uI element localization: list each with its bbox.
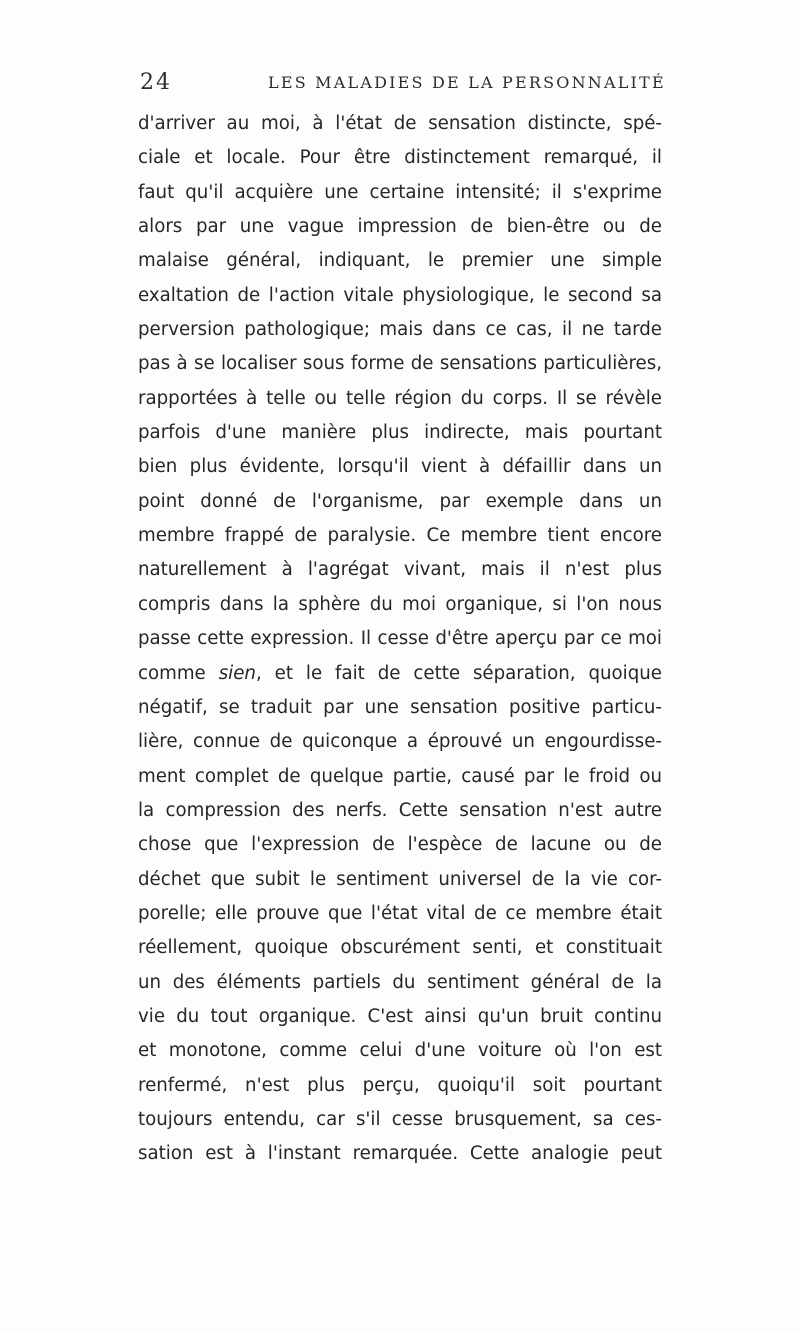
text-line: chose que l'expression de l'espèce de lacune ou de — [138, 834, 662, 856]
text-line: faut qu'il acquière une certaine intensité; il s'exprime — [138, 181, 662, 203]
text-line: perversion pathologique; mais dans ce cas, il ne tarde — [138, 319, 662, 341]
text-line: renfermé, n'est plus perçu, quoiqu'il soit pourtant — [138, 1074, 662, 1096]
text-line: parfois d'une manière plus indirecte, mais pourtant — [138, 422, 662, 444]
text-line: naturellement à l'agrégat vivant, mais il n'est plus — [138, 559, 662, 581]
text-line: compris dans la sphère du moi organique, si l'on nous — [138, 593, 662, 615]
text-run: comme — [138, 662, 219, 684]
text-line: rapportées à telle ou telle région du corps. Il se révèle — [138, 387, 662, 409]
text-line: la compression des nerfs. Cette sensation n'est autre — [138, 799, 662, 821]
text-line: ciale et locale. Pour être distinctement remarqué, il — [138, 147, 662, 169]
text-line: membre frappé de paralysie. Ce membre tient encore — [138, 525, 662, 547]
text-line: toujours entendu, car s'il cesse brusquement, sa ces- — [138, 1108, 662, 1130]
text-line: vie du tout organique. C'est ainsi qu'un bruit continu — [138, 1005, 662, 1027]
page-number: 24 — [140, 70, 172, 95]
text-line: point donné de l'organisme, par exemple dans un — [138, 490, 662, 512]
text-line: exaltation de l'action vitale physiologique, le second sa — [138, 284, 662, 306]
page-header — [140, 70, 666, 100]
running-title: LES MALADIES DE LA PERSONNALITÉ — [268, 73, 666, 92]
text-line: bien plus évidente, lorsqu'il vient à défaillir dans un — [138, 456, 662, 478]
text-line: porelle; elle prouve que l'état vital de ce membre était — [138, 902, 662, 924]
text-line: négatif, se traduit par une sensation positive particu- — [138, 696, 662, 718]
text-line: pas à se localiser sous forme de sensations particulières, — [138, 353, 662, 375]
text-line: malaise général, indiquant, le premier une simple — [138, 250, 662, 272]
text-line: réellement, quoique obscurément senti, et constituait — [138, 937, 662, 959]
text-line: sation est à l'instant remarquée. Cette analogie peut — [138, 1143, 662, 1165]
body-text — [138, 107, 662, 1172]
text-line: passe cette expression. Il cesse d'être aperçu par ce moi — [138, 628, 662, 650]
text-run: , et le fait de cette séparation, quoique — [255, 662, 662, 684]
text-line: d'arriver au moi, à l'état de sensation distincte, spé- — [138, 113, 662, 134]
text-line: et monotone, comme celui d'une voiture où l'on est — [138, 1040, 662, 1062]
text-line: un des éléments partiels du sentiment général de la — [138, 971, 662, 993]
text-line: lière, connue de quiconque a éprouvé un engourdisse- — [138, 731, 662, 753]
text-line: ment complet de quelque partie, causé par le froid ou — [138, 765, 662, 787]
text-line — [138, 657, 662, 691]
italic-word: sien — [218, 662, 256, 684]
text-line: alors par une vague impression de bien-être ou de — [138, 216, 662, 238]
text-line: déchet que subit le sentiment universel de la vie cor- — [138, 868, 662, 890]
